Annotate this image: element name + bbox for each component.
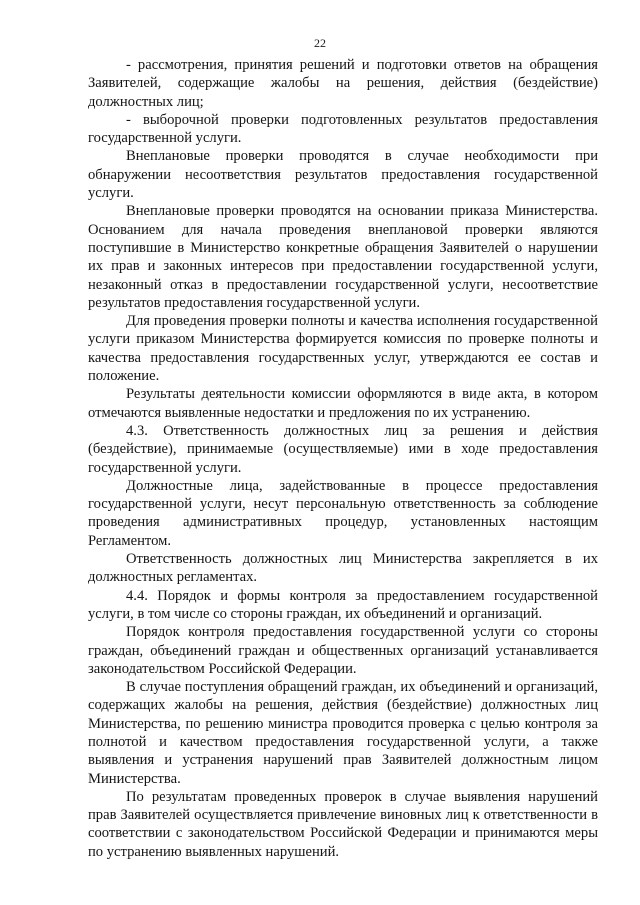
paragraph-13: По результатам проведенных проверок в случае выявления нарушений прав Заявителей осуществляется привлечение виновных лиц к ответственности в соответствии с законодательством Российской Федерации и принимаются меры по устранению выявленных нарушений.	[88, 788, 598, 860]
paragraph-5: Для проведения проверки полноты и качества исполнения государственной услуги приказом Министерства формируется комиссия по проверке полноты и качества предоставления государственных услуг, утверждаются ее состав и положение.	[88, 313, 598, 385]
paragraph-11: Порядок контроля предоставления государственной услуги со стороны граждан, объединений граждан и общественных организаций устанавливается законодательством Российской Федерации.	[88, 624, 598, 677]
page-number: 22	[314, 36, 326, 50]
paragraph-2: - выборочной проверки подготовленных результатов предоставления государственной услуги.	[88, 111, 598, 147]
paragraph-8: Должностные лица, задействованные в процессе предоставления государственной услуги, несут персональную ответственность за соблюдение проведения административных процедур, установленных настоящим Регламентом.	[88, 477, 598, 549]
paragraph-1: - рассмотрения, принятия решений и подготовки ответов на обращения Заявителей, содержащие жалобы на решения, действия (бездействие) должностных лиц;	[88, 57, 598, 110]
paragraph-4: Внеплановые проверки проводятся на основании приказа Министерства. Основанием для начала проведения внеплановой проверки являются поступившие в Министерство конкретные обращения Заявителей о нарушении их прав и законных интересов при предоставлении государственной услуги, незаконный отказ в предоставлении государственной услуги, несоответствие результатов предоставления государственной услуги.	[88, 203, 598, 311]
paragraph-12: В случае поступления обращений граждан, их объединений и организаций, содержащих жалобы на решения, действия (бездействие) должностных лиц Министерства, по решению министра проводится проверка с целью контроля за полнотой и качеством предоставления государственной услуги, а также выявления и устранения нарушений прав Заявителей должностным лицом Министерства.	[88, 679, 598, 787]
paragraph-7: 4.3. Ответственность должностных лиц за решения и действия (бездействие), принимаемые (осуществляемые) ими в ходе предоставления государственной услуги.	[88, 422, 598, 476]
paragraph-6: Результаты деятельности комиссии оформляются в виде акта, в котором отмечаются выявленные недостатки и предложения по их устранению.	[88, 386, 598, 421]
paragraph-3: Внеплановые проверки проводятся в случае необходимости при обнаружении несоответствия результатов предоставления государственной услуги.	[88, 148, 598, 202]
document-body	[88, 56, 598, 861]
paragraph-9: Ответственность должностных лиц Министерства закрепляется в их должностных регламентах.	[88, 551, 598, 586]
paragraph-10: 4.4. Порядок и формы контроля за предоставлением государственной услуги, в том числе со стороны граждан, их объединений и организаций.	[88, 587, 598, 622]
